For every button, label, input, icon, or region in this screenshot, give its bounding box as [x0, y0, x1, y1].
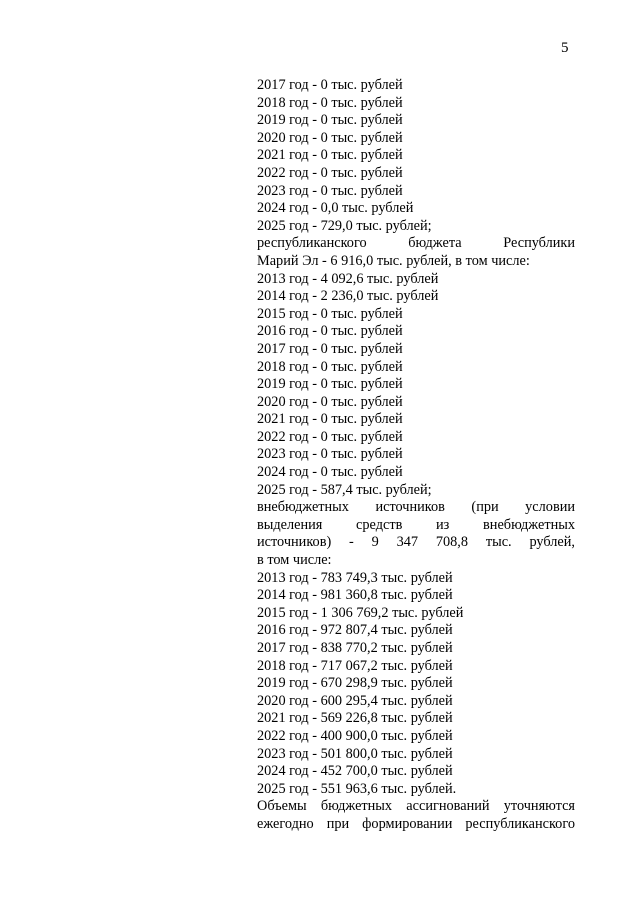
funding-line: 2018 год - 0 тыс. рублей [257, 358, 403, 375]
funding-list-block-2 [257, 271, 575, 500]
funding-line: 2013 год - 4 092,6 тыс. рублей [257, 270, 439, 287]
heading-line: Марий Эл - 6 916,0 тыс. рублей, в том числе: [257, 252, 530, 269]
funding-line: 2015 год - 0 тыс. рублей [257, 305, 403, 322]
funding-line: 2024 год - 0 тыс. рублей [257, 464, 403, 481]
heading-line: республиканского бюджета Республики [257, 235, 575, 252]
funding-line: 2022 год - 400 900,0 тыс. рублей [257, 727, 453, 744]
funding-line: 2018 год - 0 тыс. рублей [257, 94, 403, 111]
funding-line: 2023 год - 0 тыс. рублей [257, 182, 403, 199]
funding-list-block-3 [257, 570, 575, 799]
paragraph-line: ежегодно при формировании республиканского [257, 815, 575, 832]
funding-line: 2023 год - 501 800,0 тыс. рублей [257, 745, 453, 762]
funding-line: 2021 год - 0 тыс. рублей [257, 411, 403, 428]
funding-line: 2019 год - 670 298,9 тыс. рублей [257, 675, 453, 692]
funding-line: 2016 год - 972 807,4 тыс. рублей [257, 622, 453, 639]
funding-line: 2021 год - 569 226,8 тыс. рублей [257, 710, 453, 727]
funding-line: 2017 год - 0 тыс. рублей [257, 340, 403, 357]
funding-line: 2020 год - 0 тыс. рублей [257, 129, 403, 146]
funding-line: 2014 год - 2 236,0 тыс. рублей [257, 288, 439, 305]
heading-line: источников) - 9 347 708,8 тыс. рублей, [257, 534, 575, 551]
funding-line: 2020 год - 0 тыс. рублей [257, 393, 403, 410]
document-body [257, 77, 575, 834]
funding-line: 2014 год - 981 360,8 тыс. рублей [257, 587, 453, 604]
closing-paragraph [257, 798, 575, 833]
funding-line: 2018 год - 717 067,2 тыс. рублей [257, 657, 453, 674]
funding-list-block-1 [257, 77, 575, 235]
funding-line: 2017 год - 0 тыс. рублей [257, 77, 403, 93]
heading-line: в том числе: [257, 552, 332, 569]
funding-line: 2022 год - 0 тыс. рублей [257, 428, 403, 445]
funding-line: 2021 год - 0 тыс. рублей [257, 147, 403, 164]
offbudget-sources-heading [257, 499, 575, 569]
funding-line: 2023 год - 0 тыс. рублей [257, 446, 403, 463]
funding-line: 2017 год - 838 770,2 тыс. рублей [257, 640, 453, 656]
funding-line: 2019 год - 0 тыс. рублей [257, 112, 403, 129]
funding-line: 2024 год - 0,0 тыс. рублей [257, 200, 414, 217]
funding-line: 2024 год - 452 700,0 тыс. рублей [257, 763, 453, 780]
funding-line: 2015 год - 1 306 769,2 тыс. рублей [257, 604, 464, 621]
page-number: 5 [561, 40, 569, 56]
republic-budget-heading [257, 235, 575, 270]
funding-line: 2022 год - 0 тыс. рублей [257, 164, 403, 181]
paragraph-line: Объемы бюджетных ассигнований уточняются [257, 798, 575, 815]
funding-line: 2025 год - 587,4 тыс. рублей; [257, 481, 432, 498]
heading-line: выделения средств из внебюджетных [257, 516, 575, 533]
funding-line: 2019 год - 0 тыс. рублей [257, 376, 403, 393]
funding-line: 2016 год - 0 тыс. рублей [257, 323, 403, 340]
funding-line: 2025 год - 729,0 тыс. рублей; [257, 217, 432, 234]
funding-line: 2025 год - 551 963,6 тыс. рублей. [257, 780, 457, 797]
heading-line: внебюджетных источников (при условии [257, 499, 575, 516]
funding-line: 2013 год - 783 749,3 тыс. рублей [257, 569, 453, 586]
funding-line: 2020 год - 600 295,4 тыс. рублей [257, 692, 453, 709]
